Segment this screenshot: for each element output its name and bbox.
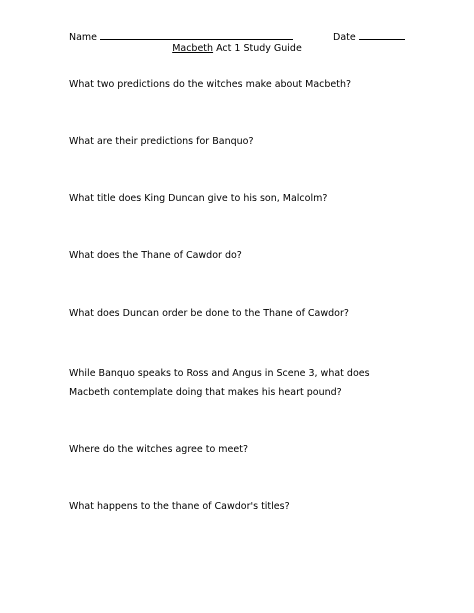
title-rest: Act 1 Study Guide [213,43,302,54]
title-play: Macbeth [172,43,214,54]
date-line [333,30,405,43]
question-7: Where do the witches agree to meet? [69,444,249,455]
question-6: While Banquo speaks to Ross and Angus in Scene 3, what does Macbeth contemplate doing that makes his heart pound? [69,368,370,398]
page-title [0,43,474,54]
name-label: Name [69,32,98,43]
date-label: Date [333,32,356,43]
name-line [69,30,293,43]
question-3: What title does King Duncan give to his son, Malcolm? [69,193,328,204]
question-5: What does Duncan order be done to the Thane of Cawdor? [69,308,349,319]
question-4: What does the Thane of Cawdor do? [69,250,242,261]
question-8: What happens to the thane of Cawdor's titles? [69,501,290,512]
date-blank[interactable] [359,30,405,40]
name-blank[interactable] [100,30,293,40]
question-2: What are their predictions for Banquo? [69,136,254,147]
question-1: What two predictions do the witches make about Macbeth? [69,79,352,90]
